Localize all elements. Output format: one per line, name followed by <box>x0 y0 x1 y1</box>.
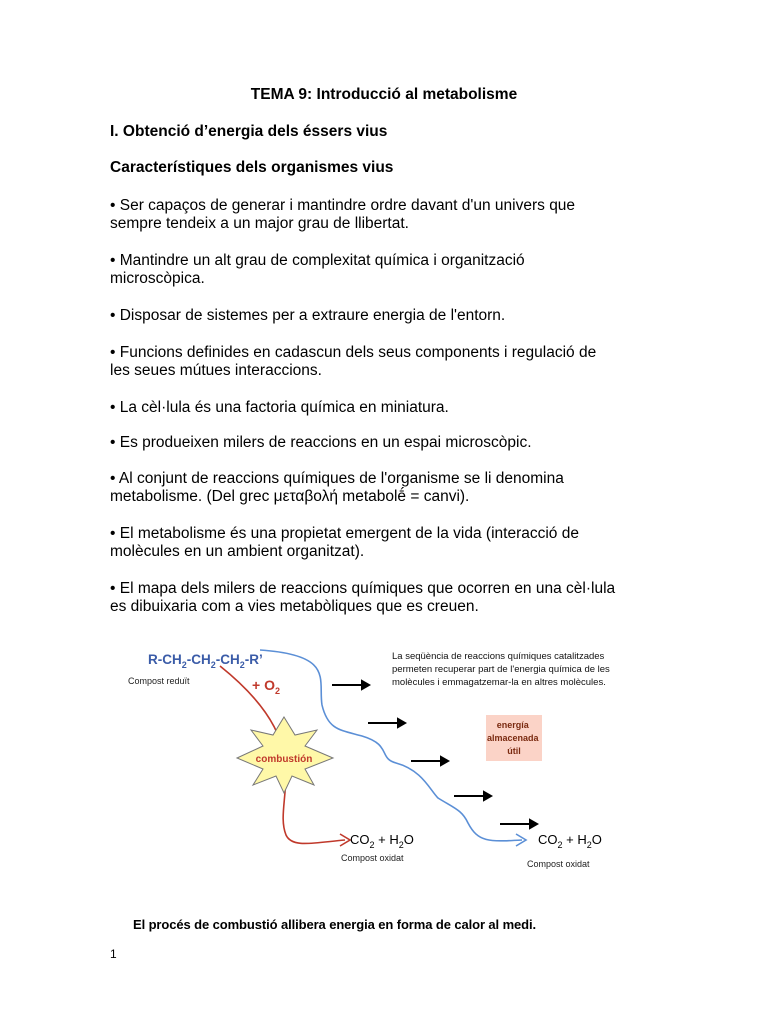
bullet-item <box>110 307 670 325</box>
bullet-item <box>110 399 670 417</box>
bullet-line: • Al conjunt de reaccions químiques de l'organisme se li denomina <box>110 470 564 487</box>
bullet-line: • La cèl·lula és una factoria química en miniatura. <box>110 399 449 416</box>
bullet-line: • Es produeixen milers de reaccions en un espai microscòpic. <box>110 434 532 451</box>
bullet-line: microscòpica. <box>110 270 205 287</box>
reduced-formula: $R-CH_2-CH_2-CH_2-R$’ <box>148 652 263 670</box>
combustion-label: combustión <box>255 754 313 765</box>
section-heading: I. Obtenció d’energia dels éssers vius <box>110 123 388 140</box>
bullet-line: • Ser capaços de generar i mantindre ordre davant d'un univers que <box>110 197 576 214</box>
bullet-line: molècules en un ambient organitzat). <box>110 543 365 560</box>
process-description: La seqüència de reaccions químiques catalitzades permeten recuperar part de l'energia química de les molècules i emmagatzemar-la en altres molècules. <box>392 651 610 688</box>
bullet-line: es dibuixaria com a vies metabòliques que es creuen. <box>110 598 479 615</box>
oxidized-formula-left: $CO_2 + H_2O$ <box>350 832 414 850</box>
bullet-item <box>110 434 670 452</box>
oxidized-label-left: Compost oxidat <box>341 853 404 863</box>
bullet-line: metabolisme. (Del grec μεταβολή metabolḗ = canvi). <box>110 488 470 505</box>
bullet-item <box>110 580 670 616</box>
document-title: TEMA 9: Introducció al metabolisme <box>250 86 518 103</box>
reduced-compound-label: Compost reduït <box>128 676 190 686</box>
bullet-item <box>110 252 670 288</box>
bullet-item <box>110 470 670 506</box>
page-number: 1 <box>110 947 117 961</box>
bullet-line: • Disposar de sistemes per a extraure energia de l'entorn. <box>110 307 506 324</box>
combustion-diagram <box>100 630 680 890</box>
bullet-line: • Funcions definides en cadascun dels seus components i regulació de <box>110 344 597 361</box>
bullet-item <box>110 344 670 380</box>
bullet-item <box>110 197 670 233</box>
bullet-line: les seues mútues interaccions. <box>110 362 322 379</box>
figure-caption: El procés de combustió allibera energia en forma de calor al medi. <box>133 917 537 932</box>
bullet-line: • Mantindre un alt grau de complexitat química i organització <box>110 252 525 269</box>
bullet-line: • El mapa dels milers de reaccions químiques que ocorren en una cèl·lula <box>110 580 616 597</box>
bullet-item <box>110 525 670 561</box>
stored-energy-label: energía almacenada útil <box>486 720 539 756</box>
subheading: Característiques dels organismes vius <box>110 159 394 176</box>
oxidized-formula-right: $CO_2 + H_2O$ <box>538 832 602 850</box>
bullet-line: • El metabolisme és una propietat emergent de la vida (interacció de <box>110 525 579 542</box>
bullet-line: sempre tendeix a un major grau de llibertat. <box>110 215 409 232</box>
oxygen-label: + $O_2$ <box>252 677 280 696</box>
oxidized-label-right: Compost oxidat <box>527 859 590 869</box>
